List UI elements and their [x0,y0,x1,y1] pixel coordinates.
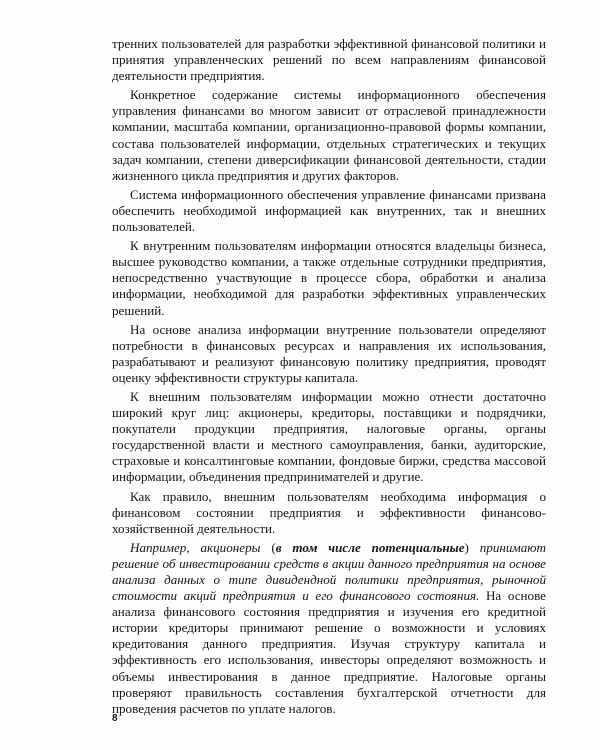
example-plain-body: На основе анализа финансового состояния предприятия и изучения его кредитной истории кредиторы принимают решение о возможности и условиях кредитования данного предприятия. Изучая структуру капитала и эффективность его использования, инвесторы определяют возможность и объемы инвестирования в данное предприятие. Налоговые органы проверяют правильность составления бухгалтерской отчетности для проведения расчетов по уплате налогов. [112,588,546,716]
paragraph-3: Система информационного обеспечения управление финансами призвана обеспечить необходимой информацией как внутренних, так и внешних пользователей. [112,186,546,235]
paragraph-1: тренних пользователей для разработки эффективной финансовой политики и принятия управленческих решений по всем направлениям финансовой деятельности предприятия. [112,36,546,84]
example-open-paren: ( [260,539,276,555]
example-bold-italic: в том числе потенциальные [275,539,465,555]
paragraph-7: Как правило, внешним пользователям необходима информация о финансовом состоянии предприятия и эффективности финансово-хозяйственной деятельности. [112,488,546,536]
paragraph-4: К внутренним пользователям информации относятся владельцы бизнеса, высшее руководство компании, а также отдельные сотрудники предприятия, непосредственно участвующие в процессе сбора, обработки и анализа информации, необходимой для разработки эффективных управленческих решений. [112,238,546,318]
page-number: 8 [112,713,118,724]
paragraph-6: К внешним пользователям информации можно отнести достаточно широкий круг лиц: акционеры, кредиторы, поставщики и подрядчики, покупатели продукции предприятия, налоговые органы, органы государственной власти и местного самоуправления, банки, аудиторские, страховые и консалтинговые компании, фондовые биржи, средства массовой информации, объединения предпринимателей и другие. [112,388,546,485]
body-text [112,36,546,717]
example-italic-body: принимают решение об инвестировании средств в акции данного предприятия на основе анализа данных о типе дивидендной политики предприятия, рыночной стоимости акций предприятия и его финансового состояния. [112,539,546,604]
paragraph-2: Конкретное содержание системы информационного обеспечения управления финансами во многом зависит от отраслевой принадлежности компании, масштаба компании, организационно-правовой формы компании, состава пользователей информации, отдельных стратегических и текущих задач компании, степени диверсификации финансовой деятельности, стадии жизненного цикла предприятия и других факторов. [112,87,546,183]
paragraph-5: На основе анализа информации внутренние пользователи определяют потребности в финансовых ресурсах и направления их использования, разрабатывают и реализуют финансовую политику предприятия, проводят оценку эффективности структуры капитала. [112,321,546,385]
paragraph-8-example [112,540,546,717]
example-close-paren: ) [464,539,480,555]
example-italic-lead: Например, акционеры [130,539,261,555]
